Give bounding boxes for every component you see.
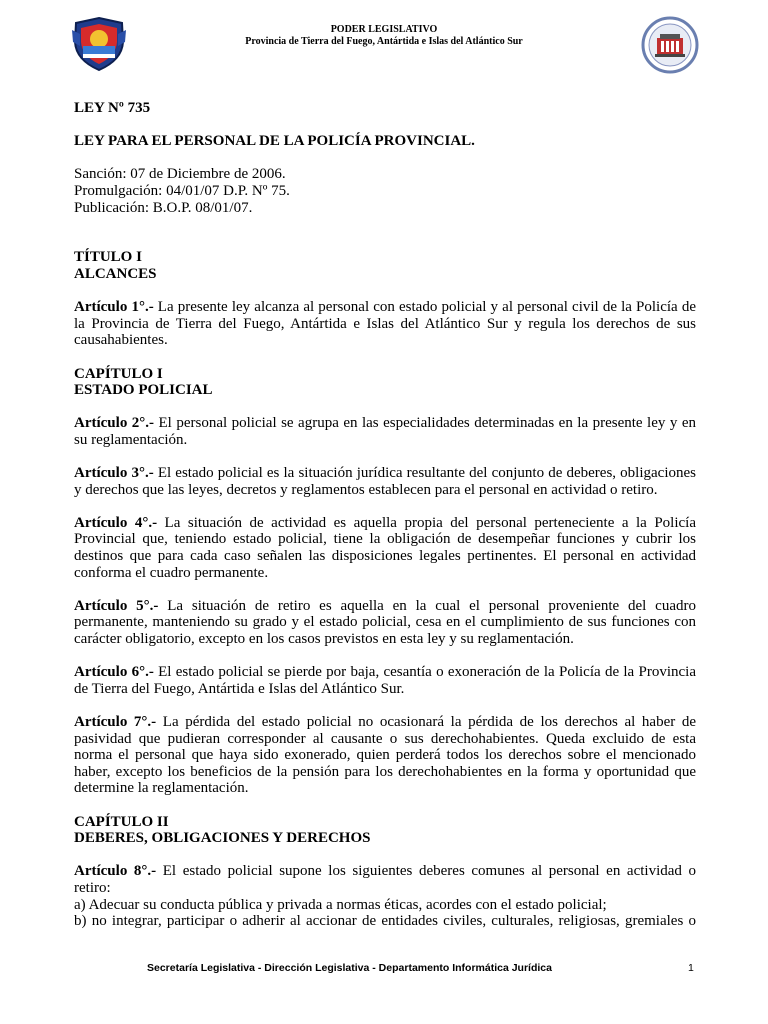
titulo-label: TÍTULO I [74, 249, 142, 266]
article-3-label: Artículo 3°.- [74, 465, 154, 482]
article-7-text: La pérdida del estado policial no ocasionará la pérdida de los derechos al haber de pasividad que pudieran corresponder al causante o sus derechohabientes. Queda excluido de esta norma el personal que haya sido exonerado, quien perderá todos los derechos sobre el mencionado haber, excepto los beneficios de la pensión para los derechohabientes en la forma y oportunidad que determine la reglamentación. [74, 713, 696, 797]
chapter-2-label: CAPÍTULO II [74, 813, 169, 830]
article-5-text: La situación de retiro es aquella en la cual el personal proveniente del cuadro permanente, manteniendo su grado y el estado policial, cesa en el cumplimiento de sus funciones con carácter obligatorio, excepto en los casos previstos en esta ley y su reglamentación. [74, 597, 696, 647]
law-number: LEY Nº 735 [74, 100, 151, 116]
legislature-seal-logo [640, 16, 700, 74]
article-3 [74, 465, 696, 498]
article-5-label: Artículo 5°.- [74, 597, 159, 614]
article-8-text: El estado policial supone los siguientes deberes comunes al personal en actividad o retiro: [74, 863, 696, 896]
article-1-text: La presente ley alcanza al personal con estado policial y al personal civil de la Policía de la Provincia de Tierra del Fuego, Antártida e Islas del Atlántico Sur y regula los derechos de sus causahabientes. [74, 299, 696, 349]
article-2-label: Artículo 2°.- [74, 415, 155, 432]
article-7-label: Artículo 7°.- [74, 713, 157, 730]
article-1 [74, 299, 696, 349]
article-7 [74, 714, 696, 797]
article-5 [74, 598, 696, 648]
law-sancion: Sanción: 07 de Diciembre de 2006. [74, 166, 286, 183]
page-number: 1 [688, 962, 694, 974]
header-line-2: Provincia de Tierra del Fuego, Antártida e Islas del Atlántico Sur [245, 36, 523, 47]
law-publicacion: Publicación: B.O.P. 08/01/07. [74, 199, 253, 216]
header-title-block [150, 24, 618, 48]
footer-text: Secretaría Legislativa - Dirección Legislativa - Departamento Informática Jurídica [147, 962, 552, 974]
article-3-text: El estado policial es la situación jurídica resultante del conjunto de deberes, obligaciones y derechos que las leyes, decretos y reglamentos establecen para el personal en actividad o retiro. [74, 465, 696, 498]
article-4-label: Artículo 4°.- [74, 514, 158, 531]
chapter-1-label: CAPÍTULO I [74, 365, 163, 382]
article-8 [74, 863, 696, 896]
page-footer [0, 962, 768, 978]
article-8-item-a: a) Adecuar su conducta pública y privada a normas éticas, acordes con el estado policial; [74, 896, 607, 913]
document-body [74, 100, 696, 930]
article-2 [74, 415, 696, 448]
titulo-name: ALCANCES [74, 265, 157, 282]
chapter-1-name: ESTADO POLICIAL [74, 382, 213, 399]
article-4 [74, 515, 696, 581]
article-1-label: Artículo 1°.- [74, 299, 154, 316]
header-line-1: PODER LEGISLATIVO [330, 24, 438, 35]
article-6-label: Artículo 6°.- [74, 664, 154, 681]
coat-of-arms-logo [70, 16, 128, 72]
article-8-item-b: b) no integrar, participar o adherir al accionar de entidades civiles, culturales, religiosas, gremiales o [74, 913, 696, 930]
article-8-label: Artículo 8°.- [74, 863, 157, 880]
law-promulgacion: Promulgación: 04/01/07 D.P. Nº 75. [74, 182, 290, 199]
article-4-text: La situación de actividad es aquella propia del personal perteneciente a la Policía Provincial que, teniendo estado policial, tiene la obligación de desempeñar funciones y cubrir los destinos que para cada caso señalen las disposiciones legales pertinentes. El personal en actividad conforma el cuadro permanente. [74, 514, 696, 581]
law-title: LEY PARA EL PERSONAL DE LA POLICÍA PROVINCIAL. [74, 133, 475, 150]
page-header [0, 14, 768, 74]
article-6 [74, 664, 696, 697]
chapter-2-name: DEBERES, OBLIGACIONES Y DERECHOS [74, 830, 371, 847]
article-2-text: El personal policial se agrupa en las especialidades determinadas en la presente ley y en su reglamentación. [74, 415, 696, 448]
article-6-text: El estado policial se pierde por baja, cesantía o exoneración de la Policía de la Provincia de Tierra del Fuego, Antártida e Islas del Atlántico Sur. [74, 664, 696, 697]
